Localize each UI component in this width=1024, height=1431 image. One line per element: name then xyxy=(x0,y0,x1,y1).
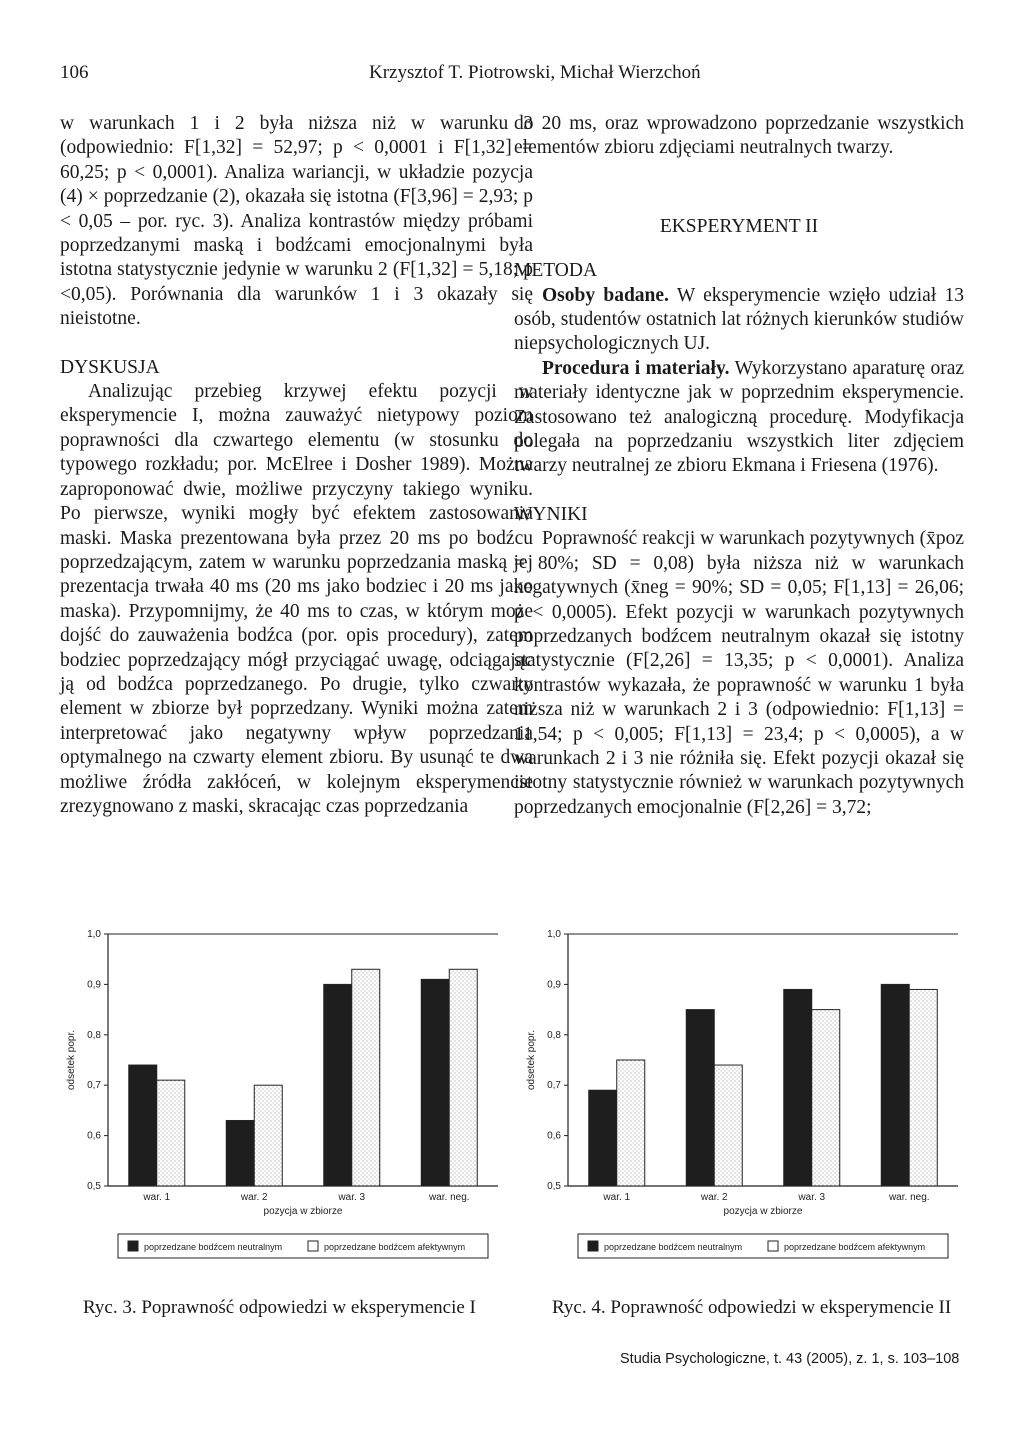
bar-affective xyxy=(617,1060,645,1186)
bar-affective xyxy=(812,1010,840,1186)
wyniki-heading: WYNIKI xyxy=(514,503,588,525)
legend-swatch-neutral xyxy=(588,1241,598,1251)
figure-4-caption: Ryc. 4. Poprawność odpowiedzi w eksperymencie II xyxy=(552,1297,952,1318)
procedura-text: Wykorzystano aparaturę oraz materiały identyczne jak w poprzednim eksperymencie. Zastosowano też analogiczną procedurę. Modyfikacja polegała na poprzedzaniu wszystkich liter zdjęciem twarzy neutralnej ze zbioru Ekmana i Friesena (1976). xyxy=(514,357,965,477)
bar-affective xyxy=(714,1065,742,1186)
y-tick-label: 0,8 xyxy=(547,1029,561,1041)
bar-affective xyxy=(157,1080,185,1186)
procedura-paragraph xyxy=(514,357,964,479)
x-axis-label: pozycja w zbiorze xyxy=(263,1206,343,1217)
bar-neutral xyxy=(784,989,812,1186)
x-tick-label: war. neg. xyxy=(888,1192,930,1203)
legend-label-neutral: poprzedzane bodźcem neutralnym xyxy=(144,1242,283,1252)
bar-neutral xyxy=(881,984,909,1186)
wyniki-paragraph: Poprawność reakcji w warunkach pozytywnych (x̄poz = 80%; SD = 0,08) była niższa niż w warunkach negatywnych (x̄neg = 90%; SD = 0,05; F[1,13] = 26,06; p < 0,0005). Efekt pozycji w warunkach pozytywnych poprzedzanych bodźcem neutralnym okazał się istotny statystycznie (F[2,26] = 13,35; p < 0,0001). Analiza kontrastów wykazała, że poprawność w warunku 1 była niższa niż w warunkach 2 i 3 (odpowiednio: F[1,13] = 11,54; p < 0,005; F[1,13] = 23,4; p < 0,0005), a w warunkach 2 i 3 nie różniła się. Efekt pozycji okazał się istotny statystycznie również w warunkach pozytywnych poprzedzanych emocjonalnie (F[2,26] = 3,72; xyxy=(514,528,964,818)
y-tick-label: 0,8 xyxy=(87,1029,101,1041)
y-tick-label: 0,5 xyxy=(87,1181,101,1192)
bar-neutral xyxy=(686,1010,714,1186)
y-tick-label: 0,7 xyxy=(87,1080,101,1092)
procedura-label: Procedura i materiały. xyxy=(542,357,730,379)
osoby-text: W eksperymencie wzięło udział 13 osób, studentów ostatnich lat różnych kierunków studiów niepsychologicznych UJ. xyxy=(514,284,964,355)
y-axis-label: odsetek popr. xyxy=(66,1029,77,1091)
running-title: Krzysztof T. Piotrowski, Michał Wierzchoń xyxy=(369,62,701,83)
legend-swatch-neutral xyxy=(128,1241,138,1251)
y-tick-label: 0,9 xyxy=(547,979,561,991)
legend-label-affective: poprzedzane bodźcem afektywnym xyxy=(784,1242,926,1252)
y-tick-label: 1,0 xyxy=(87,929,101,940)
x-tick-label: war. 3 xyxy=(338,1192,366,1203)
left-paragraph-1: w warunkach 1 i 2 była niższa niż w warunku 3 (odpowiednio: F[1,32] = 52,97; p < 0,0001 i F[1,32] = 60,25; p < 0,0001). Analiza wariancji, w układzie pozycja (4) × poprzedzanie (2), okazała się istotna (F[3,96] = 2,93; p < 0,05 – por. ryc. 3). Analiza kontrastów między próbami poprzedzanymi maską i bodźcami emocjonalnymi była istotna statystycznie jedynie w warunku 2 (F[1,32] = 5,18; p <0,05). Porównania dla warunków 1 i 3 okazały się nieistotne. xyxy=(60,113,533,330)
figure-3-caption: Ryc. 3. Poprawność odpowiedzi w eksperymencie I xyxy=(83,1297,476,1318)
right-paragraph-1: do 20 ms, oraz wprowadzono poprzedzanie wszystkich elementów zbioru zdjęciami neutralnych twarzy. xyxy=(514,113,964,159)
bar-affective xyxy=(449,969,477,1186)
y-tick-label: 0,6 xyxy=(547,1130,561,1142)
bar-neutral xyxy=(324,984,352,1186)
bar-neutral xyxy=(226,1120,254,1186)
metoda-heading: METODA xyxy=(514,260,598,282)
figure-3-chart xyxy=(58,924,508,1294)
journal-citation: Studia Psychologiczne, t. 43 (2005), z. 1, s. 103–108 xyxy=(620,1351,960,1367)
bar-neutral xyxy=(421,979,449,1186)
y-tick-label: 1,0 xyxy=(547,929,561,940)
x-tick-label: war. 1 xyxy=(143,1192,171,1203)
x-tick-label: war. 2 xyxy=(700,1192,728,1203)
legend-swatch-affective xyxy=(308,1241,318,1251)
right-column xyxy=(514,112,964,820)
bar-affective xyxy=(254,1085,282,1186)
x-axis-label: pozycja w zbiorze xyxy=(723,1206,803,1217)
y-tick-label: 0,5 xyxy=(547,1181,561,1192)
y-tick-label: 0,9 xyxy=(87,979,101,991)
left-column xyxy=(60,112,533,819)
bar-neutral xyxy=(129,1065,157,1186)
osoby-paragraph xyxy=(514,284,964,357)
x-tick-label: war. 3 xyxy=(798,1192,826,1203)
legend-label-neutral: poprzedzane bodźcem neutralnym xyxy=(604,1242,743,1252)
x-tick-label: war. neg. xyxy=(428,1192,470,1203)
x-tick-label: war. 2 xyxy=(240,1192,268,1203)
y-tick-label: 0,6 xyxy=(87,1130,101,1142)
bar-neutral xyxy=(589,1090,617,1186)
x-tick-label: war. 1 xyxy=(603,1192,631,1203)
figure-4-chart xyxy=(518,924,968,1294)
y-tick-label: 0,7 xyxy=(547,1080,561,1092)
legend-label-affective: poprzedzane bodźcem afektywnym xyxy=(324,1242,466,1252)
bar-affective xyxy=(909,989,937,1186)
dyskusja-heading: DYSKUSJA xyxy=(60,356,160,378)
experiment-ii-heading: EKSPERYMENT II xyxy=(659,215,819,237)
osoby-label: Osoby badane. xyxy=(542,284,669,306)
page-number: 106 xyxy=(60,62,89,83)
dyskusja-paragraph: Analizując przebieg krzywej efektu pozycji w eksperymencie I, można zauważyć nietypowy poziom poprawności dla czwartego elementu (w stosunku do typowego rozkładu; por. McElree i Dosher 1989). Można zaproponować dwie, możliwe przyczyny takiego wyniku. Po pierwsze, wyniki mogły być efektem zastosowania maski. Maska prezentowana była przez 20 ms po bodźcu poprzedzającym, zatem w warunku poprzedzania maską jej prezentacja trwała 40 ms (20 ms jako bodziec i 20 ms jako maska). Przypomnijmy, że 40 ms to czas, w którym może dojść do zauważenia bodźca (por. opis procedury), zatem bodziec poprzedzający mógł przyciągać uwagę, odciągając ją od bodźca poprzedzanego. Po drugie, tylko czwarty element w zbiorze był poprzedzany. Wyniki można zatem interpretować jako negatywny wpływ poprzedzania optymalnego na czwarty element zbioru. By usunąć te dwa możliwe źródła zakłóceń, w kolejnym eksperymencie zrezygnowano z maski, skracając czas poprzedzania xyxy=(60,381,533,817)
bar-affective xyxy=(352,969,380,1186)
legend-swatch-affective xyxy=(768,1241,778,1251)
y-axis-label: odsetek popr. xyxy=(526,1029,537,1091)
